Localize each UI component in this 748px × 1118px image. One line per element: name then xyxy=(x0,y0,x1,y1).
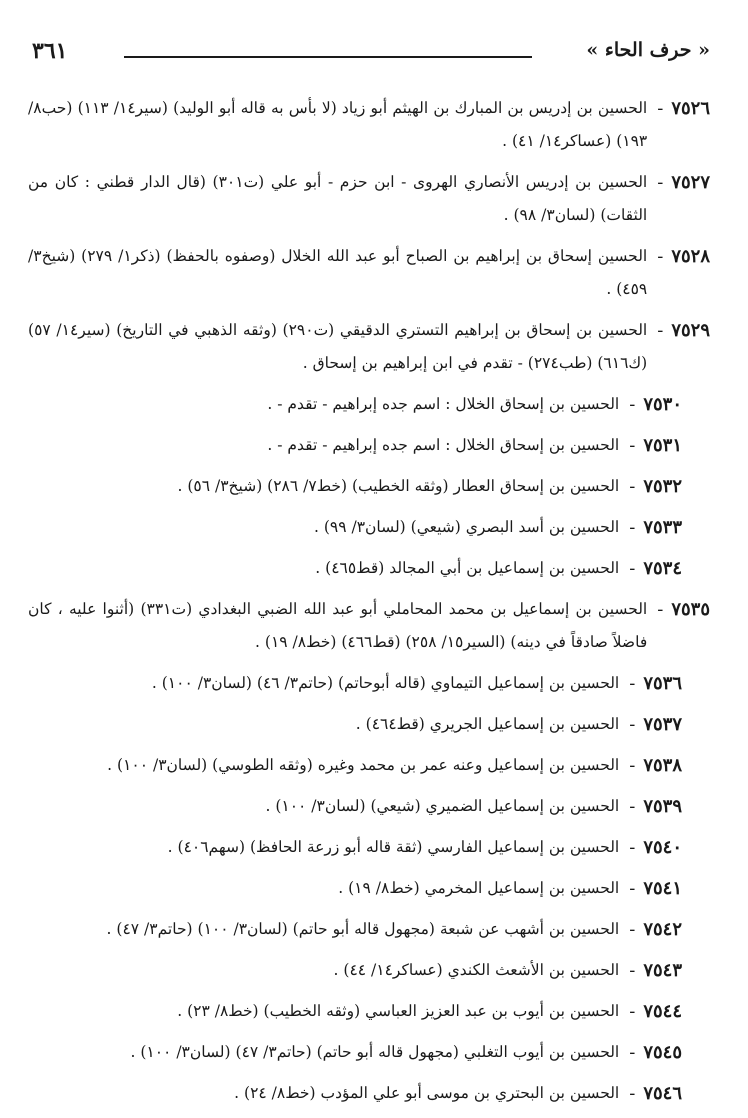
entry-text: الحسين بن إدريس بن المبارك بن الهيثم أبو زياد (لا بأس به قاله أبو الوليد) (سير١٤/ ١١٣) (حب٨/ ١٩٣) (عساكر١٤/ ٤١) . xyxy=(28,99,648,150)
entry-row xyxy=(28,995,710,1028)
entry-row xyxy=(28,749,710,782)
entry-dash: - xyxy=(629,394,636,415)
entry-row xyxy=(28,166,710,232)
entry-dash: - xyxy=(629,476,636,497)
entry-dash: - xyxy=(657,172,664,193)
entry-number: ٧٥٢٧ xyxy=(671,172,710,193)
entry-number: ٧٥٢٨ xyxy=(671,246,710,267)
entry-text: الحسين بن أشهب عن شبعة (مجهول قاله أبو حاتم) (لسان٣/ ١٠٠) (حاتم٣/ ٤٧) . xyxy=(106,920,620,938)
entry-row xyxy=(28,872,710,905)
entry-text: الحسين بن أسد البصري (شيعي) (لسان٣/ ٩٩) . xyxy=(313,518,620,536)
entry-text: الحسين بن إدريس الأنصاري الهروى - ابن حزم - أبو علي (ت٣٠١) (قال الدار قطني : كان من الثقات) (لسان٣/ ٩٨) . xyxy=(28,173,648,224)
entry-row xyxy=(28,831,710,864)
entry-number: ٧٥٤٣ xyxy=(643,960,682,981)
entry-text: الحسين بن إسماعيل التيماوي (قاله أبوحاتم) (حاتم٣/ ٤٦) (لسان٣/ ١٠٠) . xyxy=(151,674,620,692)
entry-dash: - xyxy=(629,1001,636,1022)
entry-number: ٧٥٣٤ xyxy=(643,558,682,579)
header-rule xyxy=(124,56,532,58)
entry-number: ٧٥٤٥ xyxy=(643,1042,682,1063)
entry-text: الحسين بن إسماعيل الفارسي (ثقة قاله أبو زرعة الحافظ) (سهم٤٠٦) . xyxy=(167,838,620,856)
entry-number: ٧٥٤٤ xyxy=(643,1001,682,1022)
entry-text: الحسين بن إسماعيل وعنه عمر بن محمد وغيره (وثقه الطوسي) (لسان٣/ ١٠٠) . xyxy=(107,756,620,774)
entry-number: ٧٥٢٦ xyxy=(671,98,710,119)
entry-dash: - xyxy=(629,837,636,858)
entry-number: ٧٥٢٩ xyxy=(671,320,710,341)
entry-text: الحسين بن إسحاق العطار (وثقه الخطيب) (خط٧/ ٢٨٦) (شيخ٣/ ٥٦) . xyxy=(177,477,620,495)
entry-text: الحسين بن إسماعيل بن محمد المحاملي أبو عبد الله الضبي البغدادي (ت٣٣١) (أثنوا عليه ، كان فاضلاً صادقاً في دينه) (السير١٥/ ٢٥٨) (قط٤٦٦) (خط٨/ ١٩) . xyxy=(28,600,648,651)
entry-dash: - xyxy=(657,599,664,620)
entry-dash: - xyxy=(657,98,664,119)
entry-row xyxy=(28,708,710,741)
page-number: ٣٦١ xyxy=(32,38,68,64)
entry-dash: - xyxy=(629,755,636,776)
entry-dash: - xyxy=(629,1042,636,1063)
entry-row xyxy=(28,1077,710,1110)
entry-row xyxy=(28,429,710,462)
entry-number: ٧٥٣٨ xyxy=(643,755,682,776)
entry-row xyxy=(28,92,710,158)
entry-row xyxy=(28,1036,710,1069)
entry-text: الحسين بن إسحاق الخلال : اسم جده إبراهيم - تقدم - . xyxy=(267,395,620,413)
entry-dash: - xyxy=(629,878,636,899)
entry-dash: - xyxy=(657,320,664,341)
entry-row xyxy=(28,667,710,700)
entry-dash: - xyxy=(629,435,636,456)
entry-text: الحسين بن إسماعيل المخرمي (خط٨/ ١٩) . xyxy=(338,879,620,897)
entry-text: الحسين بن الأشعث الكندي (عساكر١٤/ ٤٤) . xyxy=(333,961,620,979)
entry-text: الحسين بن إسحاق الخلال : اسم جده إبراهيم - تقدم - . xyxy=(267,436,620,454)
entry-number: ٧٥٣٧ xyxy=(643,714,682,735)
entry-text: الحسين بن إسماعيل الضميري (شيعي) (لسان٣/ ١٠٠) . xyxy=(265,797,620,815)
entry-text: الحسين إسحاق بن إبراهيم بن الصباح أبو عبد الله الخلال (وصفوه بالحفظ) (ذكر١/ ٢٧٩) (شيخ٣/ ٤٥٩) . xyxy=(28,247,648,298)
entry-dash: - xyxy=(629,960,636,981)
entry-row xyxy=(28,511,710,544)
entry-row xyxy=(28,593,710,659)
entry-row xyxy=(28,388,710,421)
entry-number: ٧٥٣٥ xyxy=(671,599,710,620)
page-header xyxy=(32,36,710,72)
entry-dash: - xyxy=(629,919,636,940)
entry-text: الحسين بن إسحاق بن إبراهيم التستري الدقيقي (ت٢٩٠) (وثقه الذهبي في التاريخ) (سير١٤/ ٥٧) (ك٦١٦) (طب٢٧٤) - تقدم في ابن إبراهيم بن إسحاق . xyxy=(28,321,648,372)
entry-text: الحسين بن أيوب بن عبد العزيز العباسي (وثقه الخطيب) (خط٨/ ٢٣) . xyxy=(177,1002,620,1020)
entry-row xyxy=(28,913,710,946)
entry-text: الحسين بن البحتري بن موسى أبو علي المؤدب (خط٨/ ٢٤) . xyxy=(234,1084,620,1102)
entry-text: الحسين بن إسماعيل بن أبي المجالد (قط٤٦٥) . xyxy=(315,559,620,577)
entry-number: ٧٥٣١ xyxy=(643,435,682,456)
entry-row xyxy=(28,954,710,987)
entry-number: ٧٥٤٢ xyxy=(643,919,682,940)
entry-row xyxy=(28,470,710,503)
entry-number: ٧٥٣٩ xyxy=(643,796,682,817)
entry-number: ٧٥٤٠ xyxy=(643,837,682,858)
entry-number: ٧٥٣٣ xyxy=(643,517,682,538)
entry-dash: - xyxy=(629,558,636,579)
entry-dash: - xyxy=(629,714,636,735)
entry-text: الحسين بن أيوب التغلبي (مجهول قاله أبو حاتم) (حاتم٣/ ٤٧) (لسان٣/ ١٠٠) . xyxy=(130,1043,620,1061)
entry-number: ٧٥٣٦ xyxy=(643,673,682,694)
entry-number: ٧٥٤٦ xyxy=(643,1083,682,1104)
entry-dash: - xyxy=(629,517,636,538)
entry-number: ٧٥٣٠ xyxy=(643,394,682,415)
entry-dash: - xyxy=(629,796,636,817)
entry-dash: - xyxy=(657,246,664,267)
entry-dash: - xyxy=(629,673,636,694)
entry-row xyxy=(28,552,710,585)
entry-number: ٧٥٣٢ xyxy=(643,476,682,497)
entry-number: ٧٥٤١ xyxy=(643,878,682,899)
entry-list xyxy=(28,92,710,1118)
entry-row xyxy=(28,240,710,306)
entry-row xyxy=(28,314,710,380)
chapter-title: « حرف الحاء » xyxy=(586,39,710,61)
entry-text: الحسين بن إسماعيل الجريري (قط٤٦٤) . xyxy=(355,715,620,733)
entry-dash: - xyxy=(629,1083,636,1104)
entry-row xyxy=(28,790,710,823)
